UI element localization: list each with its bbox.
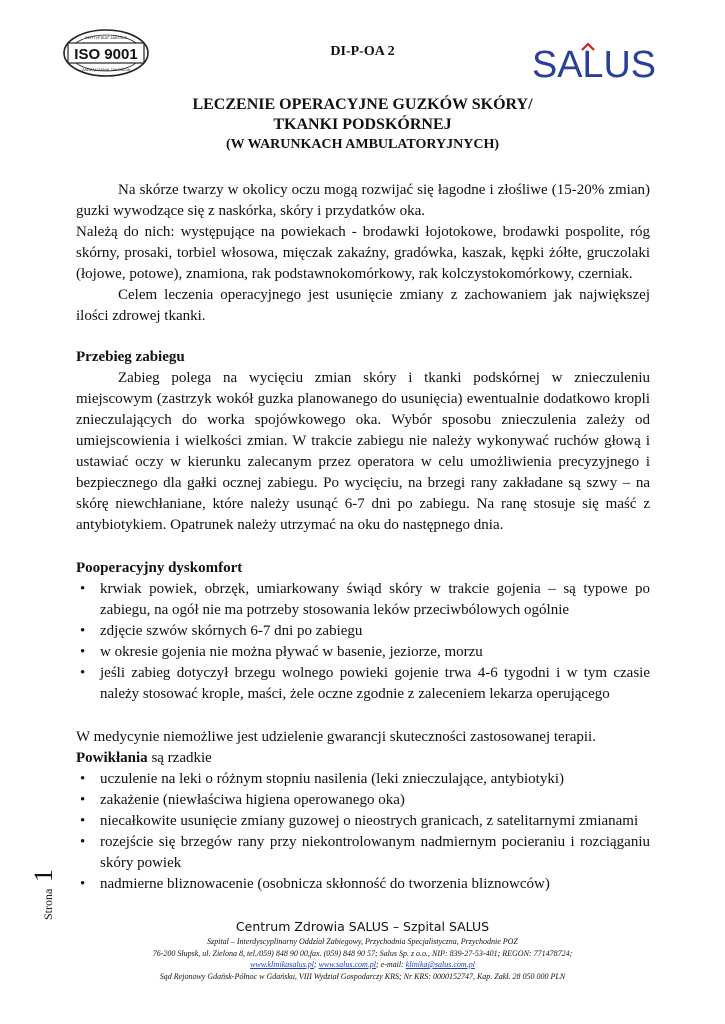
intro-paragraph-1: Na skórze twarzy w okolicy oczu mogą rozwijać się łagodne i złośliwe (15-20% zmian) guzki wywodzące się z naskórka, skóry i przydatków oka. xyxy=(76,182,650,219)
list-item: • niecałkowite usunięcie zmiany guzowej o nieostrych granicach, z satelitarnymi zmianami xyxy=(76,811,650,832)
footer-line-2: 76-200 Słupsk, ul. Zielona 8, tel./059) 848 90 00,fax. (059) 848 90 57; Salus Sp. z o.o., NIP: 839-27-53-401; REGON: 771478724; xyxy=(152,948,573,958)
list-item: • krwiak powiek, obrzęk, umiarkowany świąd skóry w trakcie gojenia – są typowe po zabiegu, na ogół nie ma potrzeby stosowania leków przeciwbólowych ogólnie xyxy=(80,581,650,618)
procedure-text: Zabieg polega na wycięciu zmian skóry i tkanki podskórnej w znieczuleniu miejscowym (zastrzyk wokół guzka planowanego do usunięcia) ewentualnie dodatkowo kropli znieczulających do worka spojówkowego oka. Wybór sposobu znieczulenia zależy od umiejscowienia i wielkości zmian. W trakcie zabiegu nie należy wykonywać ruchów głową i ustawiać oczy w kierunku zalecanym przez operatora w celu umożliwienia precyzyjnego i bezpiecznego dla gałki ocznej zabiegu. Po wycięciu, na brzegi rany zakładane są szwy – na skórę niewchłaniane, które należy usunąć 6-7 dni po zabiegu. Na ranę stosuje się maść z antybiotykiem. Opatrunek należy utrzymać na oku do następnego dnia. xyxy=(76,370,650,533)
iso-top-text: CERTYFIKAT JAKOŚCI xyxy=(84,35,128,40)
website-link-salus[interactable]: www.salus.com.pl xyxy=(318,960,377,969)
complications-list xyxy=(76,769,650,895)
disclaimer-text: W medycynie niemożliwe jest udzielenie gwarancji skuteczności zastosowanej terapii. xyxy=(76,729,596,745)
footer-company-name: Centrum Zdrowia SALUS – Szpital SALUS xyxy=(235,919,490,934)
bullet-icon: • xyxy=(80,665,86,681)
title-line-1: LECZENIE OPERACYJNE GUZKÓW SKÓRY/ xyxy=(192,96,533,113)
bullet-icon: • xyxy=(80,876,86,892)
salus-logo-text: SALUS xyxy=(532,44,656,84)
document-code: DI-P-OA 2 xyxy=(330,44,395,59)
iso-bottom-text: ZARZĄDZANIA JAKOŚCIĄ xyxy=(81,67,131,72)
page-label: Strona xyxy=(41,888,55,920)
page-footer xyxy=(0,919,725,982)
footer-line-1: Szpital – Interdyscyplinarny Oddział Zabiegowy, Przychodnia Specjalistyczna, Przychodnie POZ xyxy=(207,937,518,946)
document-title xyxy=(0,95,725,155)
list-item: • zakażenie (niewłaściwa higiena operowanego oka) xyxy=(76,790,650,811)
bullet-icon: • xyxy=(80,792,86,808)
list-item: • rozejście się brzegów rany przy niekontrolowanym nadmiernym pocieraniu i rozciąganiu skóry powiek xyxy=(80,834,650,871)
discomfort-list xyxy=(76,579,650,705)
intro-paragraph-3: Celem leczenia operacyjnego jest usunięcie zmiany z zachowaniem jak największej ilości zdrowej tkanki. xyxy=(76,287,650,324)
website-link-klinikasalus[interactable]: www.klinikasalus.pl xyxy=(250,960,314,969)
bullet-icon: • xyxy=(80,771,86,787)
list-item: • nadmierne bliznowacenie (osobnicza skłonność do tworzenia bliznowców) xyxy=(76,874,650,895)
procedure-heading: Przebieg zabiegu xyxy=(76,349,185,365)
list-item: • jeśli zabieg dotyczył brzegu wolnego powieki gojenie trwa 4-6 tygodni i w tym czasie należy stosować krople, maści, żele oczne zgodnie z zaleceniem lekarza operującego xyxy=(80,665,650,702)
complications-heading: Powikłania są rzadkie xyxy=(76,750,212,766)
document-body xyxy=(76,180,650,895)
iso-label: ISO 9001 xyxy=(74,46,138,63)
footer-line-4: Sąd Rejonowy Gdańsk-Północ w Gdańsku, VIII Wydział Gospodarczy KRS; Nr KRS: 0000152747, Kap. Zakł. 28 050 000 PLN xyxy=(159,971,566,981)
bullet-icon: • xyxy=(80,581,86,597)
bullet-icon: • xyxy=(80,644,86,660)
bullet-icon: • xyxy=(80,623,86,639)
bullet-icon: • xyxy=(80,834,86,850)
list-item: • w okresie gojenia nie można pływać w basenie, jeziorze, morzu xyxy=(76,642,650,663)
title-line-3: (W WARUNKACH AMBULATORYJNYCH) xyxy=(225,137,500,152)
list-item: • uczulenie na leki o różnym stopniu nasilenia (leki znieczulające, antybiotyki) xyxy=(76,769,650,790)
discomfort-heading: Pooperacyjny dyskomfort xyxy=(76,560,243,576)
salus-logo xyxy=(532,40,656,84)
intro-paragraph-2: Należą do nich: występujące na powiekach - brodawki łojotokowe, brodawki pospolite, róg skórny, prosaki, torbiel włosowa, mięczak zakaźny, gradówka, kaszak, kępki żółte, gruczolaki (łojowe, potowe), znamiona, rak podstawnokomórkowy, rak kolczystokomórkowy, czerniak. xyxy=(76,224,650,282)
page-number xyxy=(22,862,62,922)
email-link[interactable]: klinika@salus.com.pl xyxy=(405,960,475,969)
footer-line-3: www.klinikasalus.pl; www.salus.com.pl; e-mail: klinika@salus.com.pl xyxy=(250,960,475,969)
list-item: • zdjęcie szwów skórnych 6-7 dni po zabiegu xyxy=(76,621,650,642)
page-number-value: 1 xyxy=(29,869,58,882)
title-line-2: TKANKI PODSKÓRNEJ xyxy=(273,116,452,133)
bullet-icon: • xyxy=(80,813,86,829)
